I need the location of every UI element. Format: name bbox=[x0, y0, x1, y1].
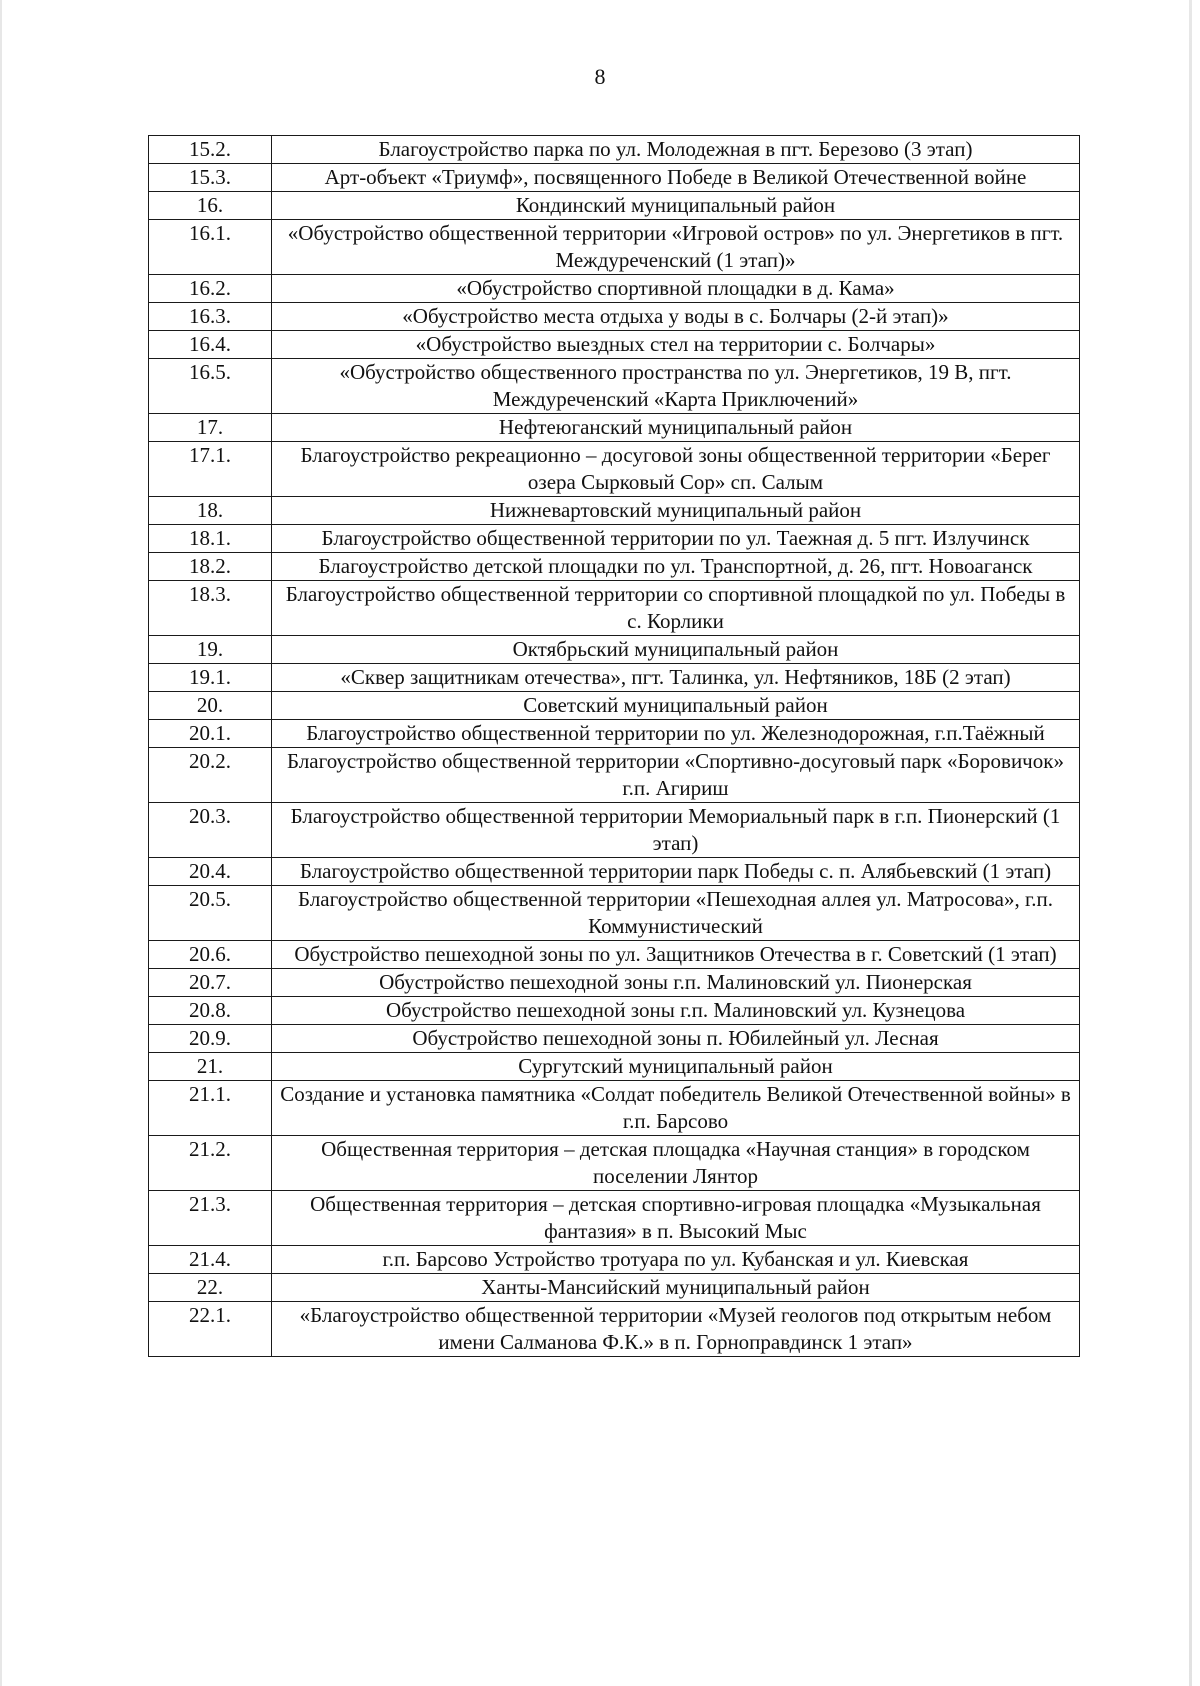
table-row bbox=[149, 1302, 1080, 1357]
row-description-cell: Благоустройство общественной территории по ул. Таежная д. 5 пгт. Излучинск bbox=[272, 525, 1080, 553]
row-description-cell: Арт-объект «Триумф», посвященного Победе в Великой Отечественной войне bbox=[272, 164, 1080, 192]
row-description-cell: «Обустройство спортивной площадки в д. Кама» bbox=[272, 275, 1080, 303]
row-number-cell: 16.1. bbox=[149, 220, 272, 275]
row-description-cell: «Сквер защитникам отечества», пгт. Талинка, ул. Нефтяников, 18Б (2 этап) bbox=[272, 664, 1080, 692]
row-number-cell: 20.1. bbox=[149, 720, 272, 748]
row-description-cell: Кондинский муниципальный район bbox=[272, 192, 1080, 220]
row-number-cell: 20.7. bbox=[149, 969, 272, 997]
table-row bbox=[149, 1191, 1080, 1246]
row-description-cell: Общественная территория – детская площадка «Научная станция» в городском поселении Лянтор bbox=[272, 1136, 1080, 1191]
row-number-cell: 15.2. bbox=[149, 136, 272, 164]
projects-table-body bbox=[149, 136, 1080, 1357]
projects-table bbox=[148, 135, 1080, 1357]
table-row bbox=[149, 1025, 1080, 1053]
table-row bbox=[149, 275, 1080, 303]
row-description-cell: Благоустройство парка по ул. Молодежная в пгт. Березово (3 этап) bbox=[272, 136, 1080, 164]
row-number-cell: 17.1. bbox=[149, 442, 272, 497]
row-description-cell: «Благоустройство общественной территории «Музей геологов под открытым небом имени Салманова Ф.К.» в п. Горноправдинск 1 этап» bbox=[272, 1302, 1080, 1357]
table-row bbox=[149, 581, 1080, 636]
table-row bbox=[149, 1081, 1080, 1136]
scan-edge-right bbox=[1189, 0, 1192, 1686]
table-row bbox=[149, 1274, 1080, 1302]
table-row bbox=[149, 525, 1080, 553]
scan-edge-left bbox=[0, 0, 2, 1686]
table-row bbox=[149, 1136, 1080, 1191]
row-description-cell: Благоустройство общественной территории по ул. Железнодорожная, г.п.Таёжный bbox=[272, 720, 1080, 748]
row-description-cell: Благоустройство общественной территории «Пешеходная аллея ул. Матросова», г.п. Коммунистический bbox=[272, 886, 1080, 941]
row-number-cell: 19. bbox=[149, 636, 272, 664]
row-number-cell: 15.3. bbox=[149, 164, 272, 192]
table-row bbox=[149, 803, 1080, 858]
row-description-cell: Благоустройство общественной территории Мемориальный парк в г.п. Пионерский (1 этап) bbox=[272, 803, 1080, 858]
table-row bbox=[149, 997, 1080, 1025]
row-description-cell: «Обустройство общественной территории «Игровой остров» по ул. Энергетиков в пгт. Междуреченский (1 этап)» bbox=[272, 220, 1080, 275]
row-description-cell: Благоустройство общественной территории «Спортивно-досуговый парк «Боровичок» г.п. Агириш bbox=[272, 748, 1080, 803]
row-number-cell: 18.3. bbox=[149, 581, 272, 636]
row-description-cell: Советский муниципальный район bbox=[272, 692, 1080, 720]
row-number-cell: 21.3. bbox=[149, 1191, 272, 1246]
row-number-cell: 20.9. bbox=[149, 1025, 272, 1053]
row-description-cell: Благоустройство детской площадки по ул. Транспортной, д. 26, пгт. Новоаганск bbox=[272, 553, 1080, 581]
table-row bbox=[149, 969, 1080, 997]
table-row bbox=[149, 636, 1080, 664]
row-description-cell: Нефтеюганский муниципальный район bbox=[272, 414, 1080, 442]
table-row bbox=[149, 192, 1080, 220]
row-number-cell: 20.3. bbox=[149, 803, 272, 858]
row-number-cell: 20.8. bbox=[149, 997, 272, 1025]
page-number: 8 bbox=[594, 64, 606, 89]
row-description-cell: Обустройство пешеходной зоны г.п. Малиновский ул. Кузнецова bbox=[272, 997, 1080, 1025]
row-number-cell: 18. bbox=[149, 497, 272, 525]
table-row bbox=[149, 748, 1080, 803]
row-description-cell: «Обустройство выездных стел на территории с. Болчары» bbox=[272, 331, 1080, 359]
table-row bbox=[149, 664, 1080, 692]
table-row bbox=[149, 941, 1080, 969]
row-number-cell: 22. bbox=[149, 1274, 272, 1302]
row-description-cell: «Обустройство общественного пространства по ул. Энергетиков, 19 В, пгт. Междуреченский «Карта Приключений» bbox=[272, 359, 1080, 414]
row-description-cell: Благоустройство общественной территории со спортивной площадкой по ул. Победы в с. Корлики bbox=[272, 581, 1080, 636]
table-row bbox=[149, 858, 1080, 886]
row-number-cell: 21.1. bbox=[149, 1081, 272, 1136]
row-description-cell: Благоустройство рекреационно – досуговой зоны общественной территории «Берег озера Сырковый Сор» сп. Салым bbox=[272, 442, 1080, 497]
row-description-cell: Октябрьский муниципальный район bbox=[272, 636, 1080, 664]
table-row bbox=[149, 692, 1080, 720]
table-row bbox=[149, 359, 1080, 414]
table-row bbox=[149, 720, 1080, 748]
row-number-cell: 16. bbox=[149, 192, 272, 220]
table-row bbox=[149, 164, 1080, 192]
row-number-cell: 20.4. bbox=[149, 858, 272, 886]
table-row bbox=[149, 1246, 1080, 1274]
row-number-cell: 16.3. bbox=[149, 303, 272, 331]
row-description-cell: Ханты-Мансийский муниципальный район bbox=[272, 1274, 1080, 1302]
row-description-cell: «Обустройство места отдыха у воды в с. Болчары (2-й этап)» bbox=[272, 303, 1080, 331]
table-row bbox=[149, 331, 1080, 359]
row-number-cell: 20.5. bbox=[149, 886, 272, 941]
row-number-cell: 16.4. bbox=[149, 331, 272, 359]
row-number-cell: 21.4. bbox=[149, 1246, 272, 1274]
row-number-cell: 16.2. bbox=[149, 275, 272, 303]
row-number-cell: 22.1. bbox=[149, 1302, 272, 1357]
table-row bbox=[149, 136, 1080, 164]
table-row bbox=[149, 497, 1080, 525]
table-row bbox=[149, 886, 1080, 941]
table-row bbox=[149, 414, 1080, 442]
table-row bbox=[149, 442, 1080, 497]
row-number-cell: 20. bbox=[149, 692, 272, 720]
table-row bbox=[149, 1053, 1080, 1081]
row-number-cell: 21. bbox=[149, 1053, 272, 1081]
projects-table-wrapper bbox=[148, 135, 1080, 1357]
row-number-cell: 19.1. bbox=[149, 664, 272, 692]
row-description-cell: Обустройство пешеходной зоны г.п. Малиновский ул. Пионерская bbox=[272, 969, 1080, 997]
table-row bbox=[149, 303, 1080, 331]
table-row bbox=[149, 220, 1080, 275]
row-number-cell: 18.1. bbox=[149, 525, 272, 553]
row-description-cell: г.п. Барсово Устройство тротуара по ул. Кубанская и ул. Киевская bbox=[272, 1246, 1080, 1274]
row-number-cell: 21.2. bbox=[149, 1136, 272, 1191]
row-description-cell: Обустройство пешеходной зоны по ул. Защитников Отечества в г. Советский (1 этап) bbox=[272, 941, 1080, 969]
row-number-cell: 18.2. bbox=[149, 553, 272, 581]
row-number-cell: 16.5. bbox=[149, 359, 272, 414]
row-description-cell: Общественная территория – детская спортивно-игровая площадка «Музыкальная фантазия» в п. Высокий Мыс bbox=[272, 1191, 1080, 1246]
row-number-cell: 17. bbox=[149, 414, 272, 442]
row-number-cell: 20.2. bbox=[149, 748, 272, 803]
row-number-cell: 20.6. bbox=[149, 941, 272, 969]
row-description-cell: Нижневартовский муниципальный район bbox=[272, 497, 1080, 525]
row-description-cell: Благоустройство общественной территории парк Победы с. п. Алябьевский (1 этап) bbox=[272, 858, 1080, 886]
row-description-cell: Сургутский муниципальный район bbox=[272, 1053, 1080, 1081]
row-description-cell: Создание и установка памятника «Солдат победитель Великой Отечественной войны» в г.п. Барсово bbox=[272, 1081, 1080, 1136]
table-row bbox=[149, 553, 1080, 581]
row-description-cell: Обустройство пешеходной зоны п. Юбилейный ул. Лесная bbox=[272, 1025, 1080, 1053]
